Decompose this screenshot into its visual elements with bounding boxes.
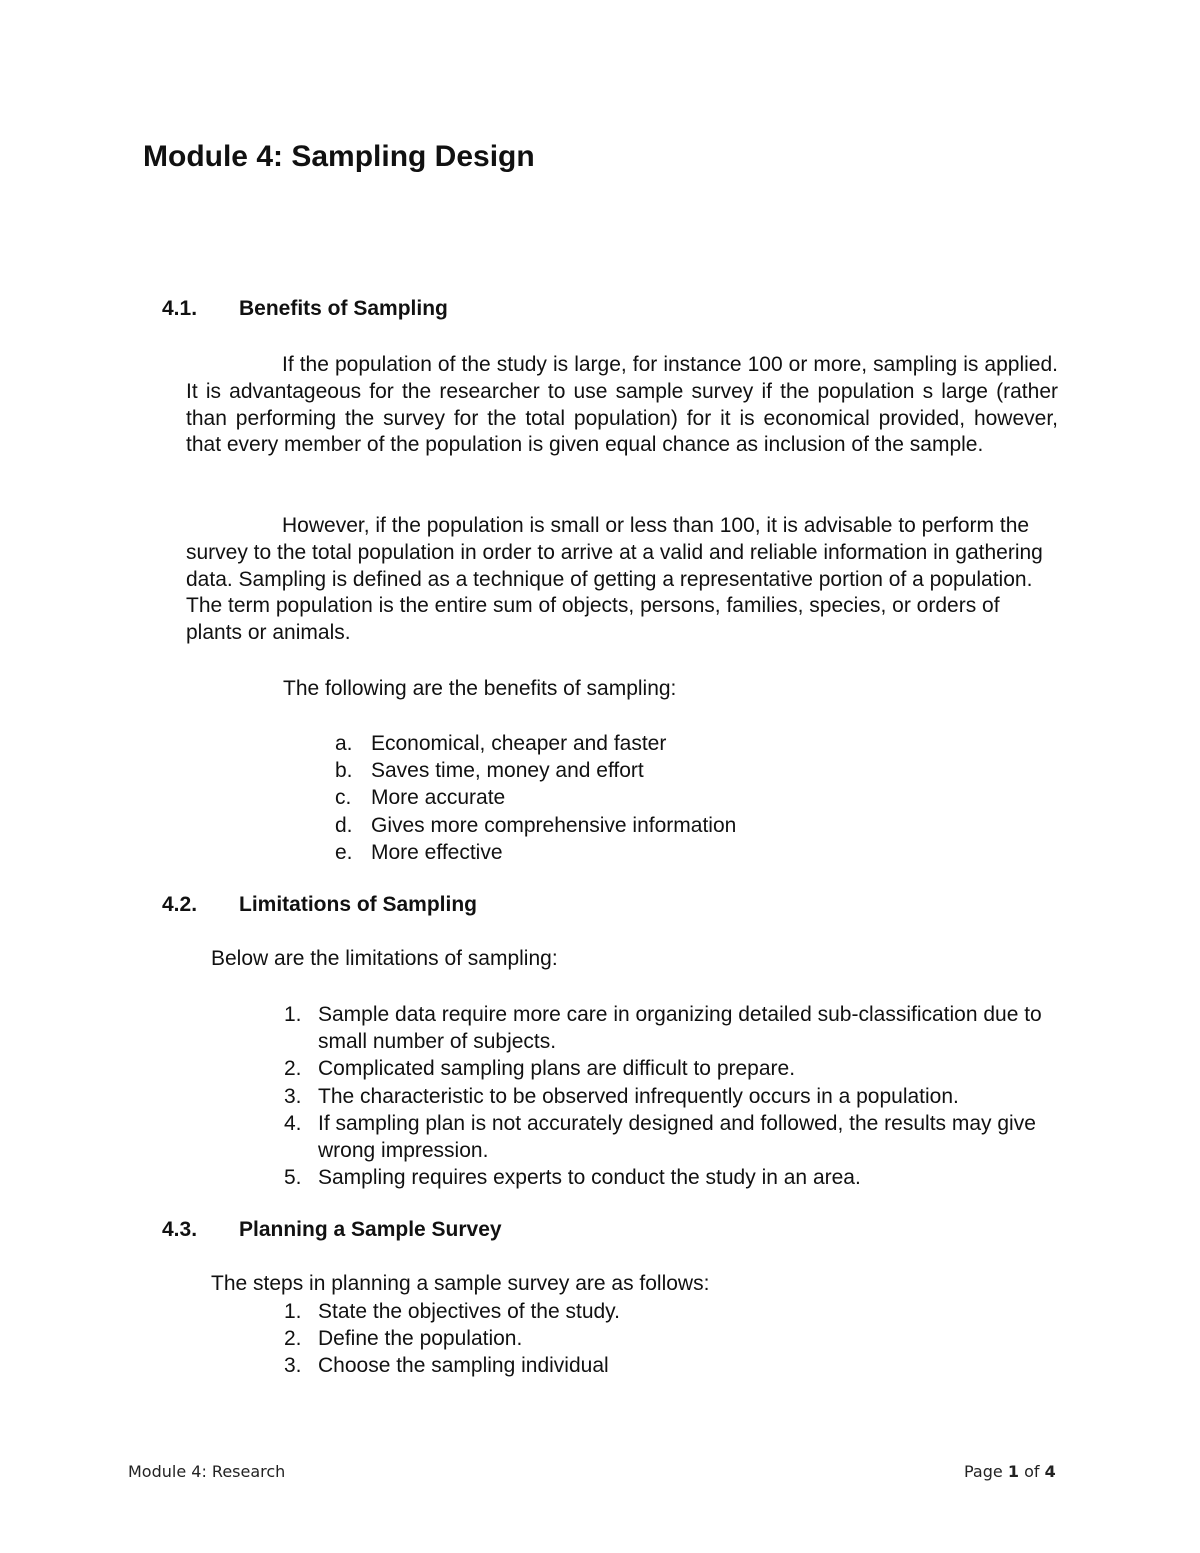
list-marker: 5. — [284, 1166, 302, 1190]
list-marker: 2. — [284, 1057, 302, 1081]
benefit-item — [335, 812, 737, 839]
section-number: 4.3. — [162, 1218, 198, 1241]
planning-steps-list — [284, 1298, 620, 1380]
list-marker: 4. — [284, 1111, 302, 1135]
list-item-text: The characteristic to be observed infrequently occurs in a population. — [318, 1084, 959, 1108]
section-heading-limitations — [162, 893, 477, 917]
list-item-text: Complicated sampling plans are difficult to prepare. — [318, 1057, 796, 1081]
limitation-item — [284, 1055, 1063, 1082]
list-marker: 2. — [284, 1327, 302, 1351]
planning-step-item — [284, 1325, 620, 1352]
benefits-list — [335, 730, 737, 866]
limitation-item — [284, 1110, 1063, 1164]
footer-page-total: 4 — [1044, 1462, 1056, 1481]
list-item-text: State the objectives of the study. — [318, 1300, 620, 1323]
list-item-text: Choose the sampling individual — [318, 1354, 609, 1378]
list-marker: a. — [335, 732, 353, 755]
section-number: 4.2. — [162, 893, 198, 916]
benefits-paragraph-1: If the population of the study is large, for instance 100 or more, sampling is applied. It is advantageous for the researcher to use sample survey if the population s large (rather than performing the survey for the total population) for it is economical provided, however, that every member of the population is given equal chance as inclusion of the sample. — [186, 353, 1058, 457]
benefit-item — [335, 839, 736, 866]
section-title: Benefits of Sampling — [239, 297, 448, 320]
list-item-text: More effective — [371, 840, 503, 864]
benefit-item — [335, 784, 736, 811]
list-marker: b. — [335, 759, 353, 783]
footer-of-word: of — [1024, 1462, 1040, 1481]
limitation-item — [284, 1164, 1063, 1191]
list-item-text: Sampling requires experts to conduct the study in an area. — [318, 1166, 861, 1190]
list-item-text: More accurate — [371, 786, 506, 810]
limitation-item — [284, 1001, 1063, 1055]
planning-step-item — [284, 1298, 620, 1325]
limitations-list — [284, 1001, 1063, 1191]
list-marker: d. — [335, 813, 353, 837]
footer-module-label: Module 4: Research — [128, 1462, 286, 1481]
section-heading-benefits — [162, 297, 448, 321]
limitations-intro: Below are the limitations of sampling: — [211, 947, 558, 970]
section-number: 4.1. — [162, 297, 198, 320]
section-title: Limitations of Sampling — [239, 893, 478, 916]
benefit-item — [335, 757, 736, 784]
list-item-text: Define the population. — [318, 1327, 523, 1351]
list-marker: 1. — [284, 1003, 302, 1026]
list-item-text: Economical, cheaper and faster — [371, 732, 667, 755]
list-marker: 1. — [284, 1300, 302, 1323]
section-title: Planning a Sample Survey — [239, 1218, 502, 1241]
benefit-item — [335, 730, 736, 757]
planning-step-item — [284, 1352, 620, 1379]
list-item-text: If sampling plan is not accurately designed and followed, the results may give wrong impression. — [318, 1111, 1036, 1163]
footer-page-number: 1 — [1007, 1462, 1019, 1481]
list-item-text: Gives more comprehensive information — [371, 813, 737, 837]
page-title: Module 4: Sampling Design — [143, 140, 535, 173]
section-heading-planning — [162, 1218, 502, 1242]
footer-page-indicator — [964, 1462, 1056, 1481]
list-marker: 3. — [284, 1354, 302, 1378]
footer-page-word: Page — [964, 1462, 1003, 1481]
limitation-item — [284, 1083, 1063, 1110]
planning-intro: The steps in planning a sample survey are as follows: — [211, 1272, 710, 1295]
benefits-paragraph-2: However, if the population is small or less than 100, it is advisable to perform the survey to the total population in order to arrive at a valid and reliable information in gathering data. Sampling is defined as a technique of getting a representative portion of a population. The term population is the entire sum of objects, persons, families, species, or orders of plants or animals. — [186, 514, 1043, 645]
list-marker: 3. — [284, 1084, 302, 1108]
benefits-list-intro: The following are the benefits of sampling: — [283, 677, 677, 700]
list-marker: e. — [335, 840, 353, 864]
list-marker: c. — [335, 786, 352, 810]
list-item-text: Sample data require more care in organizing detailed sub-classification due to small number of subjects. — [318, 1003, 1042, 1054]
list-item-text: Saves time, money and effort — [371, 759, 644, 783]
